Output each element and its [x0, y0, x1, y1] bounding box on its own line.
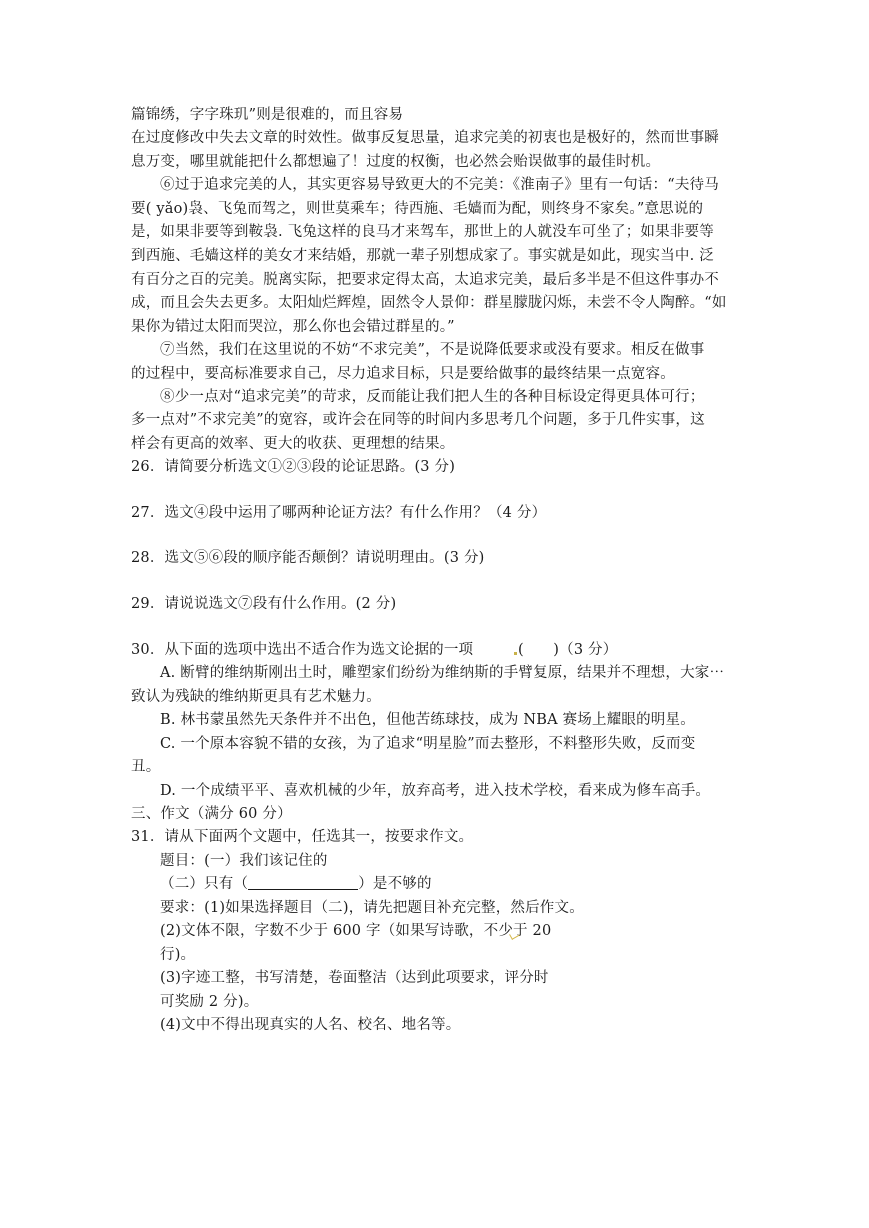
topic-two	[160, 874, 432, 894]
question-27: 27．选文④段中运用了哪两种论证方法？有什么作用？（4 分）	[131, 505, 547, 521]
question-28: 28．选文⑤⑥段的顺序能否颠倒？请说明理由。(3 分)	[131, 550, 485, 566]
question-31: 31．请从下面两个文题中，任选其一，按要求作文。	[131, 829, 474, 845]
passage-line: 息万变，哪里就能把什么都想遍了！过度的权衡，也必然会贻误做事的最佳时机。	[131, 154, 661, 170]
paragraph-6-line: ⑥过于追求完美的人，其实更容易导致更大的不完美：《淮南子》里有一句话：“夫待马	[160, 177, 719, 193]
paragraph-6-line: 要( yǎo)袅、飞兔而驾之，则世莫乘车；待西施、毛嫱而为配，则终身不家矣。”意思说的	[131, 201, 704, 217]
paragraph-6-line: 是，如果非要等到鞍袅. 飞兔这样的良马才来驾车，那世上的人就没车可坐了；如果非要等	[131, 224, 714, 240]
question-29: 29．请说说选文⑦段有什么作用。(2 分)	[131, 596, 397, 612]
requirement-3-line: 可奖励 2 分)。	[160, 994, 259, 1010]
option-d: D. 一个成绩平平、喜欢机械的少年，放弃高考，进入技术学校，看来成为修车高手。	[160, 783, 711, 799]
requirement-2-line: 行)。	[160, 947, 196, 963]
requirement-3-line: (3)字迹工整，书写清楚，卷面整洁（达到此项要求，评分时	[160, 970, 549, 986]
paragraph-6-line: 有百分之百的完美。脱离实际，把要求定得太高，太追求完美，最后多半是不但这件事办不	[131, 272, 719, 288]
paragraph-8-line: 多一点对”不求完美”的宽容，或许会在同等的时间内多思考几个问题，多于几件实事，这	[131, 412, 705, 428]
passage-line: 在过度修改中失去文章的时效性。做事反复思量，追求完美的初衷也是极好的，然而世事瞬	[131, 130, 719, 146]
passage-line: 篇锦绣，字字珠玑”则是很难的，而且容易	[131, 107, 404, 123]
paragraph-7-line: ⑦当然，我们在这里说的不妨“不求完美”，不是说降低要求或没有要求。相反在做事	[160, 342, 705, 358]
paragraph-8-line: 样会有更高的效率、更大的收获、更理想的结果。	[131, 436, 455, 452]
option-a-line: A. 断臂的维纳斯刚出土时，雕塑家们纷纷为维纳斯的手臂复原，结果并不理想，大家⋯	[160, 665, 725, 681]
fill-in-blank	[248, 875, 358, 890]
option-a-line: 致认为残缺的维纳斯更具有艺术魅力。	[131, 689, 381, 705]
section-heading: 三、作文（满分 60 分）	[131, 806, 292, 822]
option-b: B. 林书蒙虽然先天条件并不出色，但他苦练球技，成为 NBA 赛场上耀眼的明星。	[160, 712, 695, 728]
topic-two-open: （二）只有（	[160, 876, 249, 892]
paragraph-6-line: 果你为错过太阳而哭泣，那么你也会错过群星的。”	[131, 319, 455, 335]
requirement-2-line: (2)文体不限，字数不少于 600 字（如果写诗歌，不少于 20	[160, 923, 552, 939]
requirement-1: 要求：(1)如果选择题目（二)，请先把题目补充完整，然后作文。	[160, 900, 584, 916]
requirement-4: (4)文中不得出现真实的人名、校名、地名等。	[160, 1017, 461, 1033]
topic-one: 题目：(一）我们该记住的	[160, 853, 328, 869]
topic-two-close: ）是不够的	[358, 876, 432, 892]
option-c-line: C. 一个原本容貌不错的女孩，为了追求“明星脸”而去整形，不料整形失败，反而变	[160, 736, 696, 752]
question-30-stem: 30．从下面的选项中选出不适合作为选文论据的一项	[131, 642, 474, 658]
question-26: 26．请简要分析选文①②③段的论证思路。(3 分)	[131, 459, 456, 475]
paragraph-6-line: 到西施、毛嫱这样的美女才来结婚，那就一辈子别想成家了。事实就是如此，现实当中. 泛	[131, 248, 714, 264]
option-c-line: 丑。	[131, 759, 161, 775]
question-30-answer-paren: ( )（3 分）	[518, 642, 618, 658]
paragraph-6-line: 成，而且会失去更多。太阳灿烂辉煌，固然令人景仰：群星朦胧闪烁，未尝不令人陶醉。“如	[131, 295, 727, 311]
emphasis-dot	[514, 652, 517, 655]
paragraph-8-line: ⑧少一点对“追求完美”的苛求，反而能让我们把人生的各种目标设定得更具体可行；	[160, 389, 705, 405]
paragraph-7-line: 的过程中，要高标准要求自己，尽力追求目标，只是要给做事的最终结果一点宽容。	[131, 366, 675, 382]
